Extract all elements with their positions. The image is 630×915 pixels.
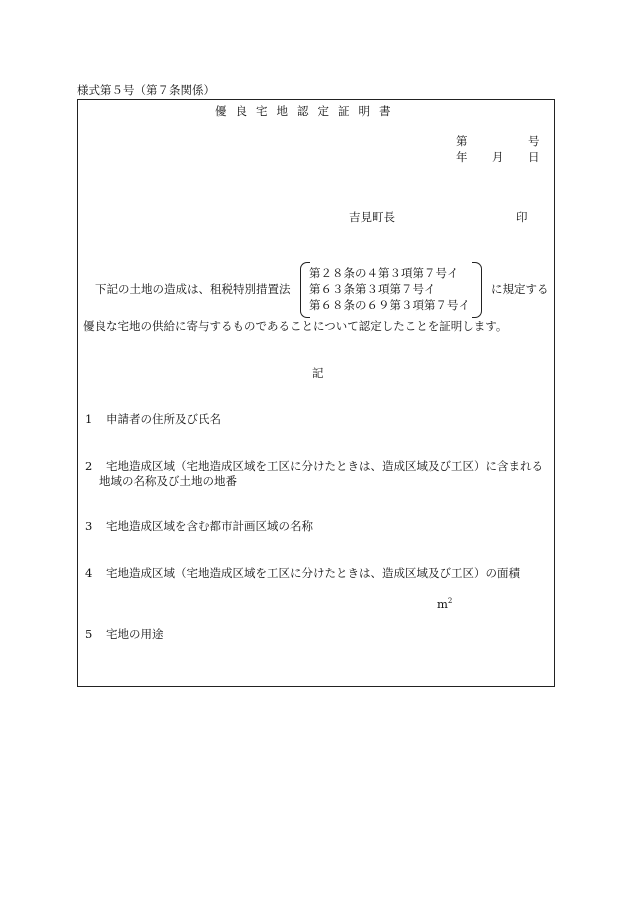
area-unit xyxy=(437,597,452,612)
intro-line-2: 優良な宅地の供給に寄与するものであることについて認定したことを証明します。 xyxy=(83,319,508,333)
item-text: 申請者の住所及び氏名 xyxy=(106,412,221,426)
item-number: 2 xyxy=(85,459,93,473)
number-label-go: 号 xyxy=(528,134,540,148)
clause-item: 第６８条の６９第３項第７号イ xyxy=(309,298,470,312)
item-text: 宅地の用途 xyxy=(106,627,164,641)
item-number: 1 xyxy=(85,412,93,426)
item-text: 宅地造成区域を含む都市計画区域の名称 xyxy=(106,519,313,533)
item-text-continued: 地域の名称及び土地の地番 xyxy=(99,474,237,488)
date-label-month: 月 xyxy=(492,150,504,164)
area-unit-exponent: 2 xyxy=(447,597,453,605)
form-label: 様式第５号（第７条関係） xyxy=(77,83,215,97)
clause-item: 第２８条の４第３項第７号イ xyxy=(309,266,459,280)
date-label-year: 年 xyxy=(456,150,468,164)
item-number: 3 xyxy=(85,519,93,533)
clause-brace-right xyxy=(472,262,482,318)
item-number: 5 xyxy=(85,627,93,641)
item-text: 宅地造成区域（宅地造成区域を工区に分けたときは、造成区域及び工区）の面積 xyxy=(106,566,520,580)
intro-prefix: 下記の土地の造成は、租税特別措置法 xyxy=(95,282,291,296)
item-number: 4 xyxy=(85,566,93,580)
seal-mark: 印 xyxy=(516,210,528,224)
certificate-title: 優良宅地認定証明書 xyxy=(215,104,400,118)
intro-suffix: に規定する xyxy=(491,282,549,296)
number-label-dai: 第 xyxy=(456,134,468,148)
issuer-name: 吉見町長 xyxy=(349,210,395,224)
clause-list xyxy=(309,265,470,313)
area-unit-base: m xyxy=(437,596,448,611)
clause-item: 第６３条第３項第７号イ xyxy=(309,282,436,296)
certificate-form xyxy=(77,99,555,687)
ki-heading: 記 xyxy=(312,366,324,380)
date-label-day: 日 xyxy=(528,150,540,164)
item-text: 宅地造成区域（宅地造成区域を工区に分けたときは、造成区域及び工区）に含まれる xyxy=(106,459,543,473)
